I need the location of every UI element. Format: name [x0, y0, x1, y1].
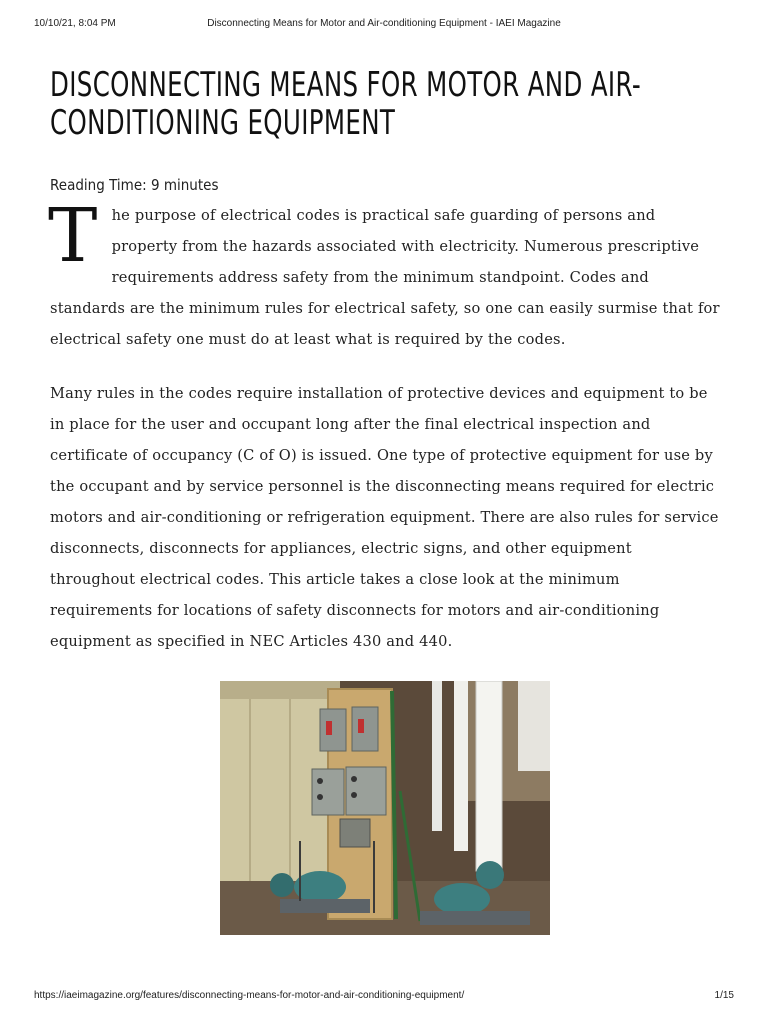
reading-time: Reading Time: 9 minutes [50, 176, 219, 194]
equipment-room-photo [220, 681, 550, 935]
print-page-title: Disconnecting Means for Motor and Air-conditioning Equipment - IAEI Magazine [207, 18, 561, 29]
print-url: https://iaeimagazine.org/features/disconnecting-means-for-motor-and-air-conditioning-equipment/ [34, 990, 465, 1001]
article-paragraph-2: Many rules in the codes require installation of protective devices and equipment to be in place for the user and occupant long after the final electrical inspection and certificate of occupancy (C of O) is issued. One type of protective equipment for use by the occupant and by service personnel is the disconnecting means required for electric motors and air-conditioning or refrigeration equipment. There are also rules for service disconnects, disconnects for appliances, electric signs, and other equipment throughout electrical codes. This article takes a close look at the minimum requirements for locations of safety disconnects for motors and air-conditioning equipment as specified in NEC Articles 430 and 440. [50, 385, 719, 650]
print-footer [34, 990, 734, 1004]
paragraph-1-text: he purpose of electrical codes is practical safe guarding of persons and property from the hazards associated with electricity. Numerous prescriptive requirements address safety from the minimum standpoint. Codes and standards are the minimum rules for electrical safety, so one can easily surmise that for electrical safety one must do at least what is required by the codes. [50, 207, 720, 348]
article-paragraph-1 [48, 193, 720, 355]
print-header [34, 18, 734, 32]
print-date: 10/10/21, 8:04 PM [34, 18, 116, 29]
article-photo [220, 681, 550, 935]
drop-cap: T [48, 193, 98, 279]
article-title: DISCONNECTING MEANS FOR MOTOR AND AIR-CONDITIONING EQUIPMENT [50, 65, 642, 143]
page-number: 1/15 [714, 990, 734, 1001]
